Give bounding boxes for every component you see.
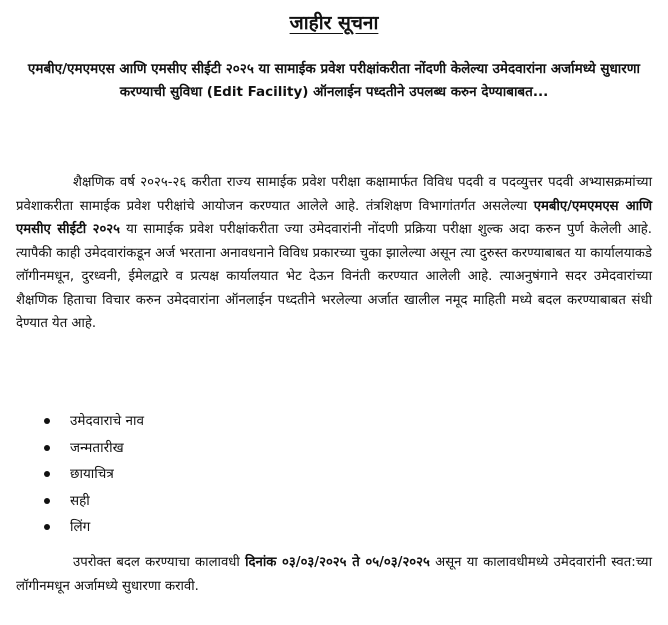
notice-subject: एमबीए/एमएमएस आणि एमसीए सीईटी २०२५ या सामाईक प्रवेश परीक्षांकरीता नोंदणी केलेल्या उमेदवारांना अर्जामध्ये सुधारणा करण्याची सुविधा (Edit Facility) ऑनलाईन पध्दतीने उपलब्ध करुन देण्याबाबत...	[27, 61, 641, 100]
closing-date-range: दिनांक ०३/०३/२०२५ ते ०५/०३/२०२५	[245, 555, 430, 570]
notice-body-paragraph	[16, 171, 652, 336]
list-item	[44, 408, 144, 435]
list-item-label: छायाचित्र	[70, 466, 114, 482]
list-item-label: सही	[70, 492, 90, 509]
notice-title: जाहीर सूचना	[289, 12, 379, 34]
editable-fields-list	[44, 408, 144, 541]
list-item-label: जन्मतारीख	[70, 439, 124, 456]
paragraph-text-part2: या सामाईक प्रवेश परीक्षांकरीता ज्या उमेदवारांनी नोंदणी प्रक्रिया परीक्षा शुल्क अदा करुन पुर्ण केलेली आहे. त्यापैकी काही उमेदवारांकडून अर्ज भरताना अनावधनाने विविध प्रकारच्या चुका झालेल्या असून त्या दुरुस्त करण्याबाबत या कार्यालयाकडे लॉगीनमधून, दुरध्वनी, ईमेलद्वारे व प्रत्यक्ष कार्यालयात भेट देऊन विनंती करण्यात आलेली आहे. त्याअनुषंगाने सदर उमेदवारांच्या शैक्षणिक हिताचा विचार करुन उमेदवारांना ऑनलाईन पध्दतीने भरलेल्या अर्जात खालील नमूद माहिती मध्ये बदल करण्याबाबत संधी देण्यात येत आहे.	[16, 222, 652, 331]
list-item-label: लिंग	[70, 519, 91, 535]
list-item	[44, 488, 144, 515]
bullet-icon	[44, 471, 50, 477]
closing-text-part2: असून या कालावधीमध्ये उमेदवारांनी स्वत:च्या लॉगीनमधून अर्जामध्ये सुधारणा करावी.	[16, 555, 653, 594]
paragraph-exam-name: एमबीए/एमएमएस आणि एमसीए सीईटी २०२५	[16, 198, 653, 237]
bullet-icon	[44, 524, 50, 530]
list-item-label: उमेदवाराचे नाव	[70, 413, 145, 429]
list-item	[44, 461, 144, 488]
closing-text-part1: उपरोक्त बदल करण्याचा कालावधी	[73, 555, 246, 570]
bullet-icon	[44, 418, 50, 424]
notice-closing-paragraph	[16, 551, 652, 598]
list-item	[44, 514, 144, 541]
list-item	[44, 435, 144, 462]
bullet-icon	[44, 498, 50, 504]
bullet-icon	[44, 445, 50, 451]
paragraph-text-part1: शैक्षणिक वर्ष २०२५-२६ करीता राज्य सामाईक प्रवेश परीक्षा कक्षामार्फत विविध पदवी व पदव्युत्तर पदवी अभ्यासक्रमांच्या प्रवेशाकरीता सामाईक प्रवेश परीक्षांचे आयोजन करण्यात आलेले आहे. तंत्रशिक्षण विभागांतर्गत असलेल्या	[16, 175, 652, 214]
